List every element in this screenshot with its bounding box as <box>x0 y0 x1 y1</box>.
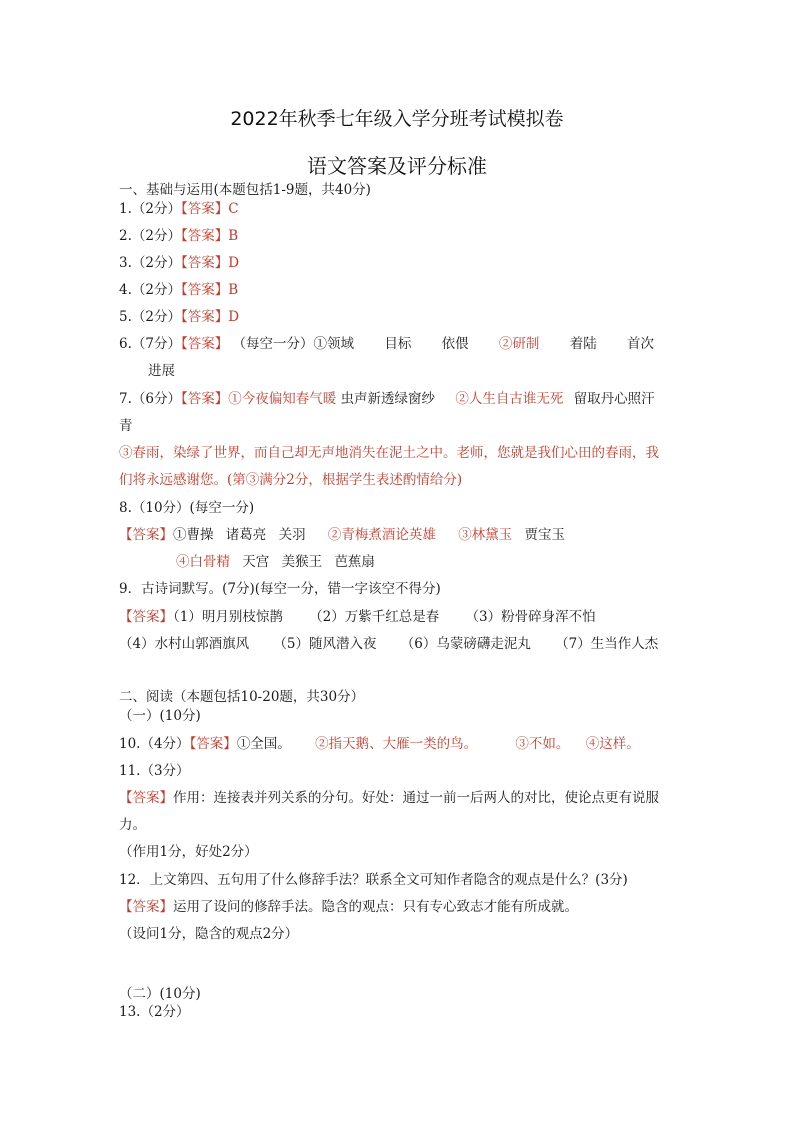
q3-number: 3.（2分） <box>119 255 181 271</box>
q12-heading: 12．上文第四、五句用了什么修辞手法？联系全文可知作者隐含的观点是什么？(3分) <box>119 872 628 888</box>
q8-answer-3: 关羽 <box>278 527 306 543</box>
answer-tag: 【答案】 <box>119 527 173 543</box>
q6-line <box>119 335 654 353</box>
q11-line-1 <box>119 789 659 807</box>
q8-answer-8: 天宫 <box>242 554 270 570</box>
q6-note: （每空一分） <box>232 336 314 352</box>
q9-answer-6: （6）乌蒙磅礴走泥丸 <box>400 636 531 652</box>
q6-answer-6: 首次 <box>627 336 655 352</box>
q2-number: 2.（2分） <box>119 228 181 244</box>
q9-answer-2: （2）万紫千红总是春 <box>309 609 440 625</box>
q2-line <box>119 227 238 245</box>
q12-answer: 运用了设问的修辞手法。隐含的观点：只有专心致志才能有所成就。 <box>173 899 578 915</box>
q6-number: 6.（7分） <box>119 336 181 352</box>
q10-line <box>119 735 640 753</box>
q1-number: 1.（2分） <box>119 201 181 217</box>
q10-answer-4: ④这样。 <box>585 736 640 752</box>
page-title: 2022年秋季七年级入学分班考试模拟卷 <box>230 108 564 130</box>
q9-answer-1: （1）明月别枝惊鹊 <box>173 609 283 625</box>
q8-answer-5: ③林黛玉 <box>458 527 513 543</box>
q5-number: 5.（2分） <box>119 309 181 325</box>
q6-answer-4: ②研制 <box>498 336 540 352</box>
q11-heading: 11.（3分） <box>119 763 190 779</box>
q10-number: 10.（4分） <box>119 736 190 752</box>
q9-line-2 <box>119 635 658 653</box>
section-1-heading: 一、基础与运用(本题包括1-9题，共40分) <box>119 182 371 198</box>
section-2-heading: 二、阅读（本题包括10-20题，共30分） <box>119 689 365 705</box>
answer-tag: 【答案】 <box>119 899 173 915</box>
q4-line <box>119 281 238 299</box>
q7-continuation: 青 <box>119 418 133 434</box>
q8-answer-2: 诸葛亮 <box>225 527 267 543</box>
q5-line <box>119 308 239 326</box>
q12-line-1 <box>119 898 578 916</box>
q7-answer-3-text: ③春雨，染绿了世界，而自己却无声地消失在泥土之中。老师，您就是我们心田的春雨，我 <box>119 445 659 461</box>
q6-answer-1: ①领域 <box>313 336 355 352</box>
q8-answer-9: 美猴王 <box>281 554 323 570</box>
q7-answer-3-text-end: 们将永远感谢您。(第③满分2分，根据学生表述酌情给分) <box>119 472 463 488</box>
answer-tag: 【答案】 <box>180 255 229 271</box>
q9-answer-7: （7）生当作人杰 <box>555 636 659 652</box>
answer-tag: 【答案】 <box>180 391 229 407</box>
q9-line-1 <box>119 608 596 626</box>
answer-tag: 【答案】 <box>180 336 229 352</box>
q11-line-2: 力。 <box>119 817 146 833</box>
q7-answer-2: 虫声新透绿窗纱 <box>340 391 436 407</box>
q9-answer-4: （4）水村山郭酒旗风 <box>119 636 250 652</box>
answer-tag: 【答案】 <box>180 201 229 217</box>
q8-line-1 <box>119 526 565 544</box>
page-subtitle: 语文答案及评分标准 <box>307 154 487 178</box>
answer-tag: 【答案】 <box>119 790 173 806</box>
section-2-part-1: （一）(10分) <box>119 708 201 724</box>
section-2-part-2: （二）(10分) <box>119 986 201 1002</box>
q10-answer-1: ①全国。 <box>236 736 291 752</box>
q7-line <box>119 390 655 408</box>
q6-answer-2: 目标 <box>384 336 412 352</box>
q11-scoring: （作用1分，好处2分） <box>119 844 258 860</box>
q4-number: 4.（2分） <box>119 282 181 298</box>
q8-answer-1: ①曹操 <box>173 527 214 543</box>
q8-line-2 <box>176 553 375 571</box>
q6-answer-5: 着陆 <box>569 336 597 352</box>
q8-answer-4: ②青梅煮酒论英雄 <box>327 527 436 543</box>
q3-line <box>119 254 239 272</box>
q3-answer: D <box>228 255 240 271</box>
q1-answer: C <box>228 201 239 217</box>
q8-answer-10: 芭蕉扇 <box>334 554 375 570</box>
q6-answer-3: 依偎 <box>441 336 469 352</box>
q9-answer-3: （3）粉骨碎身浑不怕 <box>465 609 596 625</box>
q7-answer-4: 留取丹心照汗 <box>573 391 655 407</box>
q8-answer-6: 贾宝玉 <box>524 527 565 543</box>
q2-answer: B <box>228 228 239 244</box>
answer-tag: 【答案】 <box>189 736 237 752</box>
q5-answer: D <box>228 309 240 325</box>
q10-answer-2: ②指天鹅、大雁一类的鸟。 <box>315 736 478 752</box>
q1-line <box>119 200 239 218</box>
answer-tag: 【答案】 <box>180 309 229 325</box>
q7-number: 7.（6分） <box>119 391 181 407</box>
q11-answer: 作用：连接表并列关系的分句。好处：通过一前一后两人的对比，使论点更有说服 <box>173 790 659 806</box>
q10-answer-3: ③不如。 <box>515 736 570 752</box>
q6-continuation: 进展 <box>148 363 175 379</box>
q7-answer-3: ②人生自古谁无死 <box>455 391 564 407</box>
answer-tag: 【答案】 <box>180 282 229 298</box>
q8-heading: 8.（10分）(每空一分) <box>119 500 255 516</box>
q7-answer-1: ①今夜偏知春气暖 <box>228 391 337 407</box>
q4-answer: B <box>228 282 239 298</box>
q8-answer-7: ④白骨精 <box>176 554 230 570</box>
q9-answer-5: （5）随风潜入夜 <box>273 636 377 652</box>
q12-scoring: （设问1分，隐含的观点2分） <box>119 926 299 942</box>
answer-tag: 【答案】 <box>180 228 229 244</box>
answer-tag: 【答案】 <box>119 609 173 625</box>
q9-heading: 9．古诗词默写。(7分)(每空一分，错一字该空不得分) <box>119 581 441 597</box>
q13-heading: 13.（2分） <box>119 1004 190 1020</box>
